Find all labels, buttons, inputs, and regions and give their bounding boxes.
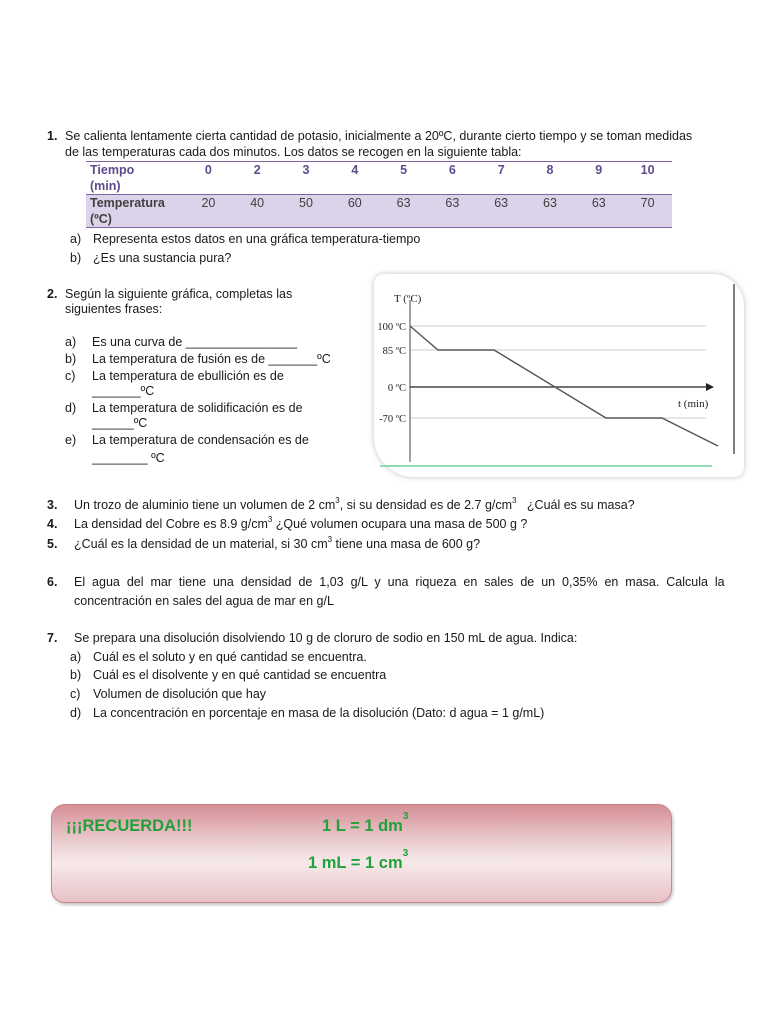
q7-d-label: d) [70,706,82,720]
table-cell: 63 [574,195,623,228]
table-cell: 60 [330,195,379,228]
q3-text [74,497,635,513]
data-table [86,161,672,228]
q2-a-text: Es una curva de ________________ [92,335,298,349]
q7-d-text: La concentración en porcentaje en masa de la disolución (Dato: d agua = 1 g/mL) [93,706,545,720]
recuerda-eq2-sup: 3 [402,847,409,859]
table-header-time-unit: (min) [90,179,121,193]
q1-text-line1: Se calienta lentamente cierta cantidad de potasio, inicialmente a 20ºC, durante cierto tiempo y se toman medidas [65,129,693,143]
table-cell: 63 [477,195,526,228]
q5-text [74,536,480,552]
q4-text-a: La densidad del Cobre es 8.9 g/cm [74,517,268,531]
q2-e-text: La temperatura de condensación es de [92,433,309,447]
q2-e-label: e) [65,433,77,447]
q4-sup1: 3 [267,514,273,524]
q4-number: 4. [47,517,58,531]
q1-text-line2: de las temperaturas cada dos minutos. Los datos se recogen en la siguiente tabla: [65,145,522,159]
table-header-time [86,162,184,195]
table-cell: 20 [184,195,233,228]
q3-text-b: , si su densidad es de 2.7 g/cm [339,498,513,512]
q2-b-label: b) [65,352,77,366]
y-tick-labels [377,322,406,425]
q2-number: 2. [47,287,58,301]
q1-b-text: ¿Es una sustancia pura? [93,251,232,265]
chart-guides [410,326,706,418]
recuerda-eq1-text: 1 L = 1 dm [322,817,403,835]
q2-text-line1: Según la siguiente gráfica, completas las [65,287,293,301]
q1-a-label: a) [70,232,82,246]
q7-c-text: Volumen de disolución que hay [93,687,267,701]
y-tick-label: 100 ºC [377,322,406,333]
q7-b-text: Cuál es el disolvente y en qué cantidad se encuentra [93,668,387,682]
q3-sup1: 3 [335,495,340,505]
q5-number: 5. [47,537,58,551]
q1-number: 1. [47,129,58,143]
q7-b-label: b) [70,668,82,682]
table-cell: 3 [282,162,331,195]
table-cell: 4 [330,162,379,195]
q6-text-line2: concentración en sales del agua de mar en g/L [74,594,334,608]
table-cell: 63 [428,195,477,228]
q1-b-label: b) [70,251,82,265]
table-cell: 50 [282,195,331,228]
q5-sup1: 3 [327,534,333,544]
recuerda-eq1-sup: 3 [402,810,409,822]
q7-a-label: a) [70,650,82,664]
q2-d-blank: ______ºC [92,416,148,430]
curve-series-line [410,326,718,446]
x-axis-arrow-icon [706,383,714,391]
q2-a-label: a) [65,335,77,349]
q3-text-c: ¿Cuál es su masa? [516,498,635,512]
q2-text-line2: siguientes frases: [65,302,163,316]
q5-text-b: tiene una masa de 600 g? [332,537,481,551]
y-tick-label: 85 ºC [382,346,406,357]
table-cell: 63 [526,195,575,228]
table-row-temperature [86,195,672,228]
cooling-curve-svg [374,274,744,477]
recuerda-box [51,804,672,903]
recuerda-eq-liter [322,810,409,836]
table-header-temperature [86,195,184,228]
x-axis-label: t (min) [678,398,709,410]
q7-number: 7. [47,631,58,645]
q2-c-text: La temperatura de ebullición es de [92,369,284,383]
q3-number: 3. [47,498,58,512]
q7-c-label: c) [70,687,81,701]
q7-a-text: Cuál es el soluto y en qué cantidad se encuentra. [93,650,367,664]
q2-e-blank: ________ ºC [92,451,165,465]
q2-d-label: d) [65,401,77,415]
table-header-time-label: Tiempo [90,163,135,177]
table-header-temperature-unit: (ºC) [90,212,112,226]
table-row-time [86,162,672,195]
table-cell: 9 [574,162,623,195]
table-cell: 2 [233,162,282,195]
q1-a-text: Representa estos datos en una gráfica temperatura-tiempo [93,232,421,246]
q6-number: 6. [47,575,58,589]
recuerda-title: ¡¡¡RECUERDA!!! [66,817,193,835]
table-cell: 8 [526,162,575,195]
q7-text: Se prepara una disolución disolviendo 10 g de cloruro de sodio en 150 mL de agua. Indica: [74,631,578,645]
table-cell: 0 [184,162,233,195]
y-tick-label: -70 ºC [379,414,406,425]
cooling-curve-chart [374,274,744,477]
q2-c-label: c) [65,369,76,383]
table-cell: 6 [428,162,477,195]
y-tick-label: 0 ºC [387,383,406,394]
q4-text [74,516,527,532]
table-header-temperature-label: Temperatura [90,196,165,210]
q2-d-text: La temperatura de solidificación es de [92,401,303,415]
table-cell: 40 [233,195,282,228]
q2-b-text: La temperatura de fusión es de _______ºC [92,352,331,366]
table-cell: 63 [379,195,428,228]
q2-c-blank: _______ºC [92,384,155,398]
table-cell: 70 [623,195,672,228]
q5-text-a: ¿Cuál es la densidad de un material, si 30 cm [74,537,328,551]
q4-text-b: ¿Qué volumen ocupara una masa de 500 g ? [272,517,528,531]
q3-text-a: Un trozo de aluminio tiene un volumen de 2 cm [74,498,336,512]
q3-sup2: 3 [512,495,517,505]
recuerda-eq-milliliter [308,847,409,873]
recuerda-eq2-text: 1 mL = 1 cm [308,854,403,872]
q6-text-line1: El agua del mar tiene una densidad de 1,03 g/L y una riqueza en sales de un 0,35% en masa. Calcula la [74,575,725,589]
table-cell: 5 [379,162,428,195]
y-axis-label: T (ºC) [394,293,422,305]
table-cell: 7 [477,162,526,195]
table-cell: 10 [623,162,672,195]
